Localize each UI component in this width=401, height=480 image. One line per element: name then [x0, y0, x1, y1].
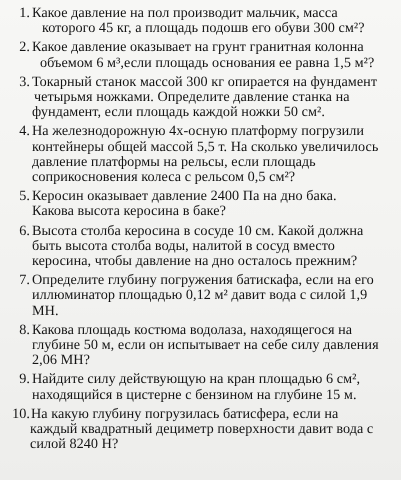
problem-10 [0, 407, 401, 453]
problem-line: объемом 6 м³,если площадь основания ее равна 1,5 м²? [40, 54, 375, 71]
problem-3 [0, 75, 401, 121]
problem-line: На железнодорожную 4х-осную платформу погрузили [32, 123, 365, 140]
problem-line: четырьмя ножками. Определите давление станка на [34, 89, 350, 106]
problem-line: Керосин оказывает давление 2400 Па на дно бака. [32, 188, 337, 205]
problem-number: 2. [19, 39, 30, 56]
problem-line: силой 8240 Н? [30, 436, 119, 453]
problem-line: каждый квадратный дециметр поверхности давит вода с [30, 421, 374, 438]
problem-line: Какое давление оказывает на грунт гранитная колонна [32, 39, 364, 56]
problem-2 [0, 40, 401, 70]
problem-line: На какую глубину погрузилась батисфера, если на [31, 405, 339, 422]
problem-number: 8. [19, 321, 30, 338]
problem-4 [0, 124, 401, 185]
problem-line: давление платформы на рельсы, если площадь [32, 153, 316, 170]
problem-8 [0, 323, 401, 369]
problem-line: Какое давление на пол производит мальчик, масса [32, 5, 338, 21]
problem-number: 5. [19, 188, 30, 205]
problem-line: Найдите силу действующую на кран площадью 6 см², [32, 371, 361, 388]
problem-5 [0, 189, 401, 219]
problem-number: 7. [19, 272, 30, 289]
problem-line: керосина, чтобы давление на дно осталось прежним? [32, 253, 358, 270]
problem-line: фундамент, если площадь каждой ножки 50 см². [32, 104, 325, 121]
problem-text [32, 273, 393, 319]
problem-line: МН. [32, 302, 59, 319]
problem-text [32, 124, 393, 185]
problem-text [31, 407, 393, 453]
problem-line: которого 45 кг, а площадь подошв его обуви 300 см²? [42, 20, 365, 37]
problem-line: соприкосновения колеса с рельсом 0,5 см²? [32, 169, 296, 186]
problem-text [32, 40, 393, 70]
problem-text [32, 323, 393, 369]
problem-line: Какова площадь костюма водолаза, находящегося на [32, 321, 353, 338]
problem-text [32, 189, 393, 219]
problem-text [32, 75, 393, 121]
problem-line: Какова высота керосина в баке? [32, 203, 226, 220]
problem-line: 2,06 МН? [32, 352, 90, 369]
problem-text [32, 372, 393, 402]
problem-number: 3. [19, 73, 30, 90]
problem-number: 6. [19, 222, 30, 239]
problem-line: находящийся в цистерне с бензином на глубине 15 м. [32, 386, 357, 403]
problem-line: Определите глубину погружения батискафа, если на его [32, 272, 374, 289]
problem-text [32, 6, 393, 36]
problem-number: 1. [19, 5, 30, 21]
problem-text [32, 224, 393, 270]
problem-9 [0, 372, 401, 402]
problem-number: 10. [12, 405, 30, 422]
problem-line: контейнеры общей массой 5,5 т. На сколько увеличилось [32, 138, 379, 155]
problem-line: Токарный станок массой 300 кг опирается на фундамент [32, 73, 378, 90]
problem-line: Высота столба керосина в сосуде 10 см. Какой должна [32, 222, 364, 239]
problem-number: 4. [19, 123, 30, 140]
problem-line: глубине 50 м, если он испытывает на себе силу давления [32, 337, 379, 354]
problem-line: иллюминатор площадью 0,12 м² давит вода с силой 1,9 [32, 287, 368, 304]
problem-line: быть высота столба воды, налитой в сосуд вместо [32, 237, 335, 254]
problem-6 [0, 224, 401, 270]
problem-1 [0, 6, 401, 36]
problem-list [0, 6, 401, 456]
problem-number: 9. [19, 371, 30, 388]
problem-7 [0, 273, 401, 319]
